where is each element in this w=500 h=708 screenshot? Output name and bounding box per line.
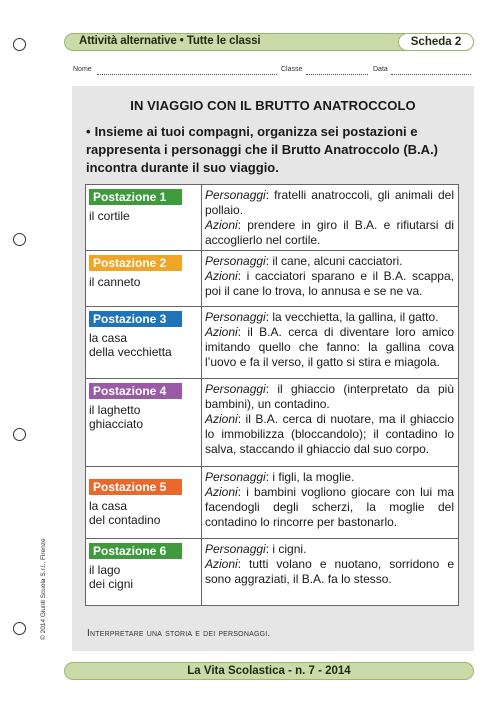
- personaggi-key: Personaggi: [205, 382, 266, 396]
- data-label: Data: [373, 66, 388, 73]
- binder-hole-1: [13, 38, 26, 51]
- station-description-3: [205, 310, 454, 370]
- azioni-key: Azioni: [205, 412, 238, 426]
- personaggi-key: Personaggi: [205, 188, 266, 202]
- student-info-row: [73, 66, 473, 78]
- station-place-4: il laghetto ghiacciato: [89, 403, 144, 431]
- binder-hole-2: [13, 233, 26, 246]
- personaggi-key: Personaggi: [205, 310, 266, 324]
- station-badge-5: Postazione 5: [89, 479, 182, 495]
- personaggi-text: : i cigni.: [265, 542, 307, 556]
- azioni-key: Azioni: [205, 325, 238, 339]
- station-row-5: [86, 467, 458, 539]
- station-badge-1: Postazione 1: [89, 189, 182, 205]
- nome-label: Nome: [73, 66, 92, 73]
- personaggi-key: Personaggi: [205, 254, 266, 268]
- personaggi-text: : il ghiaccio (interpretato da più bambini), un contadino.: [205, 382, 454, 411]
- azioni-text: : il B.A. cerca di nuotare, ma il ghiaccio lo immobilizza (bloccandolo); il contadino lo salva, staccando il ghiaccio dal suo corpo.: [205, 412, 454, 456]
- stations-table: [85, 184, 459, 606]
- binder-hole-3: [13, 428, 26, 441]
- copyright-note: © 2014 Giunti Scuola S.r.l., Firenze: [40, 538, 47, 640]
- footer-bar: La Vita Scolastica - n. 7 - 2014: [64, 662, 474, 680]
- data-line[interactable]: [391, 74, 471, 75]
- station-cell: [86, 539, 202, 605]
- station-cell: [86, 379, 202, 466]
- worksheet-intro: [86, 123, 464, 177]
- station-place-3: la casa della vecchietta: [89, 331, 172, 359]
- scheda-label: Scheda 2: [398, 33, 474, 51]
- station-description-6: [205, 542, 454, 587]
- station-place-5: la casa del contadino: [89, 499, 161, 527]
- binder-hole-4: [13, 622, 26, 635]
- azioni-text: : il B.A. cerca di diventare loro amico imitando quello che fanno: la gallina cova l’uovo e fa il verso, il gatto si stira e miagola.: [205, 325, 454, 369]
- station-badge-6: Postazione 6: [89, 543, 182, 559]
- azioni-text: : i bambini vogliono giocare con lui ma facendogli degli scherzi, la moglie del contadino lo rincorre per bastonarlo.: [205, 485, 454, 529]
- station-description-5: [205, 470, 454, 530]
- station-description-4: [205, 382, 454, 457]
- station-row-3: [86, 307, 458, 379]
- azioni-key: Azioni: [205, 218, 238, 232]
- classe-line[interactable]: [306, 74, 368, 75]
- station-cell: [86, 185, 202, 250]
- station-badge-2: Postazione 2: [89, 255, 182, 271]
- station-cell: [86, 467, 202, 538]
- station-badge-4: Postazione 4: [89, 383, 182, 399]
- azioni-key: Azioni: [205, 557, 238, 571]
- station-description-1: [205, 188, 454, 248]
- nome-line[interactable]: [97, 74, 277, 75]
- station-description-2: [205, 254, 454, 299]
- worksheet-title: IN VIAGGIO CON IL BRUTTO ANATROCCOLO: [130, 98, 416, 113]
- azioni-key: Azioni: [205, 269, 238, 283]
- header-title: Attività alternative • Tutte le classi: [79, 35, 261, 47]
- intro-text: Insieme ai tuoi compagni, organizza sei postazioni e rappresenta i personaggi che il Brutto Anatroccolo (B.A.) incontra durante il suo viaggio.: [86, 124, 439, 175]
- learning-objective: Interpretare una storia e dei personaggi.: [87, 628, 271, 639]
- station-cell: [86, 307, 202, 378]
- personaggi-key: Personaggi: [205, 542, 266, 556]
- station-place-2: il canneto: [89, 275, 141, 289]
- personaggi-text: : i figli, la moglie.: [265, 470, 355, 484]
- station-badge-3: Postazione 3: [89, 311, 182, 327]
- station-place-1: il cortile: [89, 209, 130, 223]
- bullet-icon: •: [86, 124, 91, 139]
- azioni-text: : tutti volano e nuotano, sorridono e sono aggraziati, il B.A. fa lo stesso.: [205, 557, 454, 586]
- personaggi-text: : fratelli anatroccoli, gli animali del pollaio.: [205, 188, 454, 217]
- azioni-text: : prendere in giro il B.A. e rifiutarsi di accoglierlo nel cortile.: [205, 218, 454, 247]
- azioni-key: Azioni: [205, 485, 238, 499]
- station-place-6: il lago dei cigni: [89, 563, 134, 591]
- station-row-2: [86, 251, 458, 307]
- station-row-4: [86, 379, 458, 467]
- header-bar: [64, 33, 474, 51]
- personaggi-key: Personaggi: [205, 470, 266, 484]
- personaggi-text: : il cane, alcuni cacciatori.: [265, 254, 403, 268]
- station-cell: [86, 251, 202, 306]
- classe-label: Classe: [281, 66, 303, 73]
- azioni-text: : i cacciatori sparano e il B.A. scappa, poi il cane lo trova, lo annusa e se ne va.: [205, 269, 454, 298]
- personaggi-text: : la vecchietta, la gallina, il gatto.: [265, 310, 439, 324]
- station-row-6: [86, 539, 458, 605]
- station-row-1: [86, 185, 458, 251]
